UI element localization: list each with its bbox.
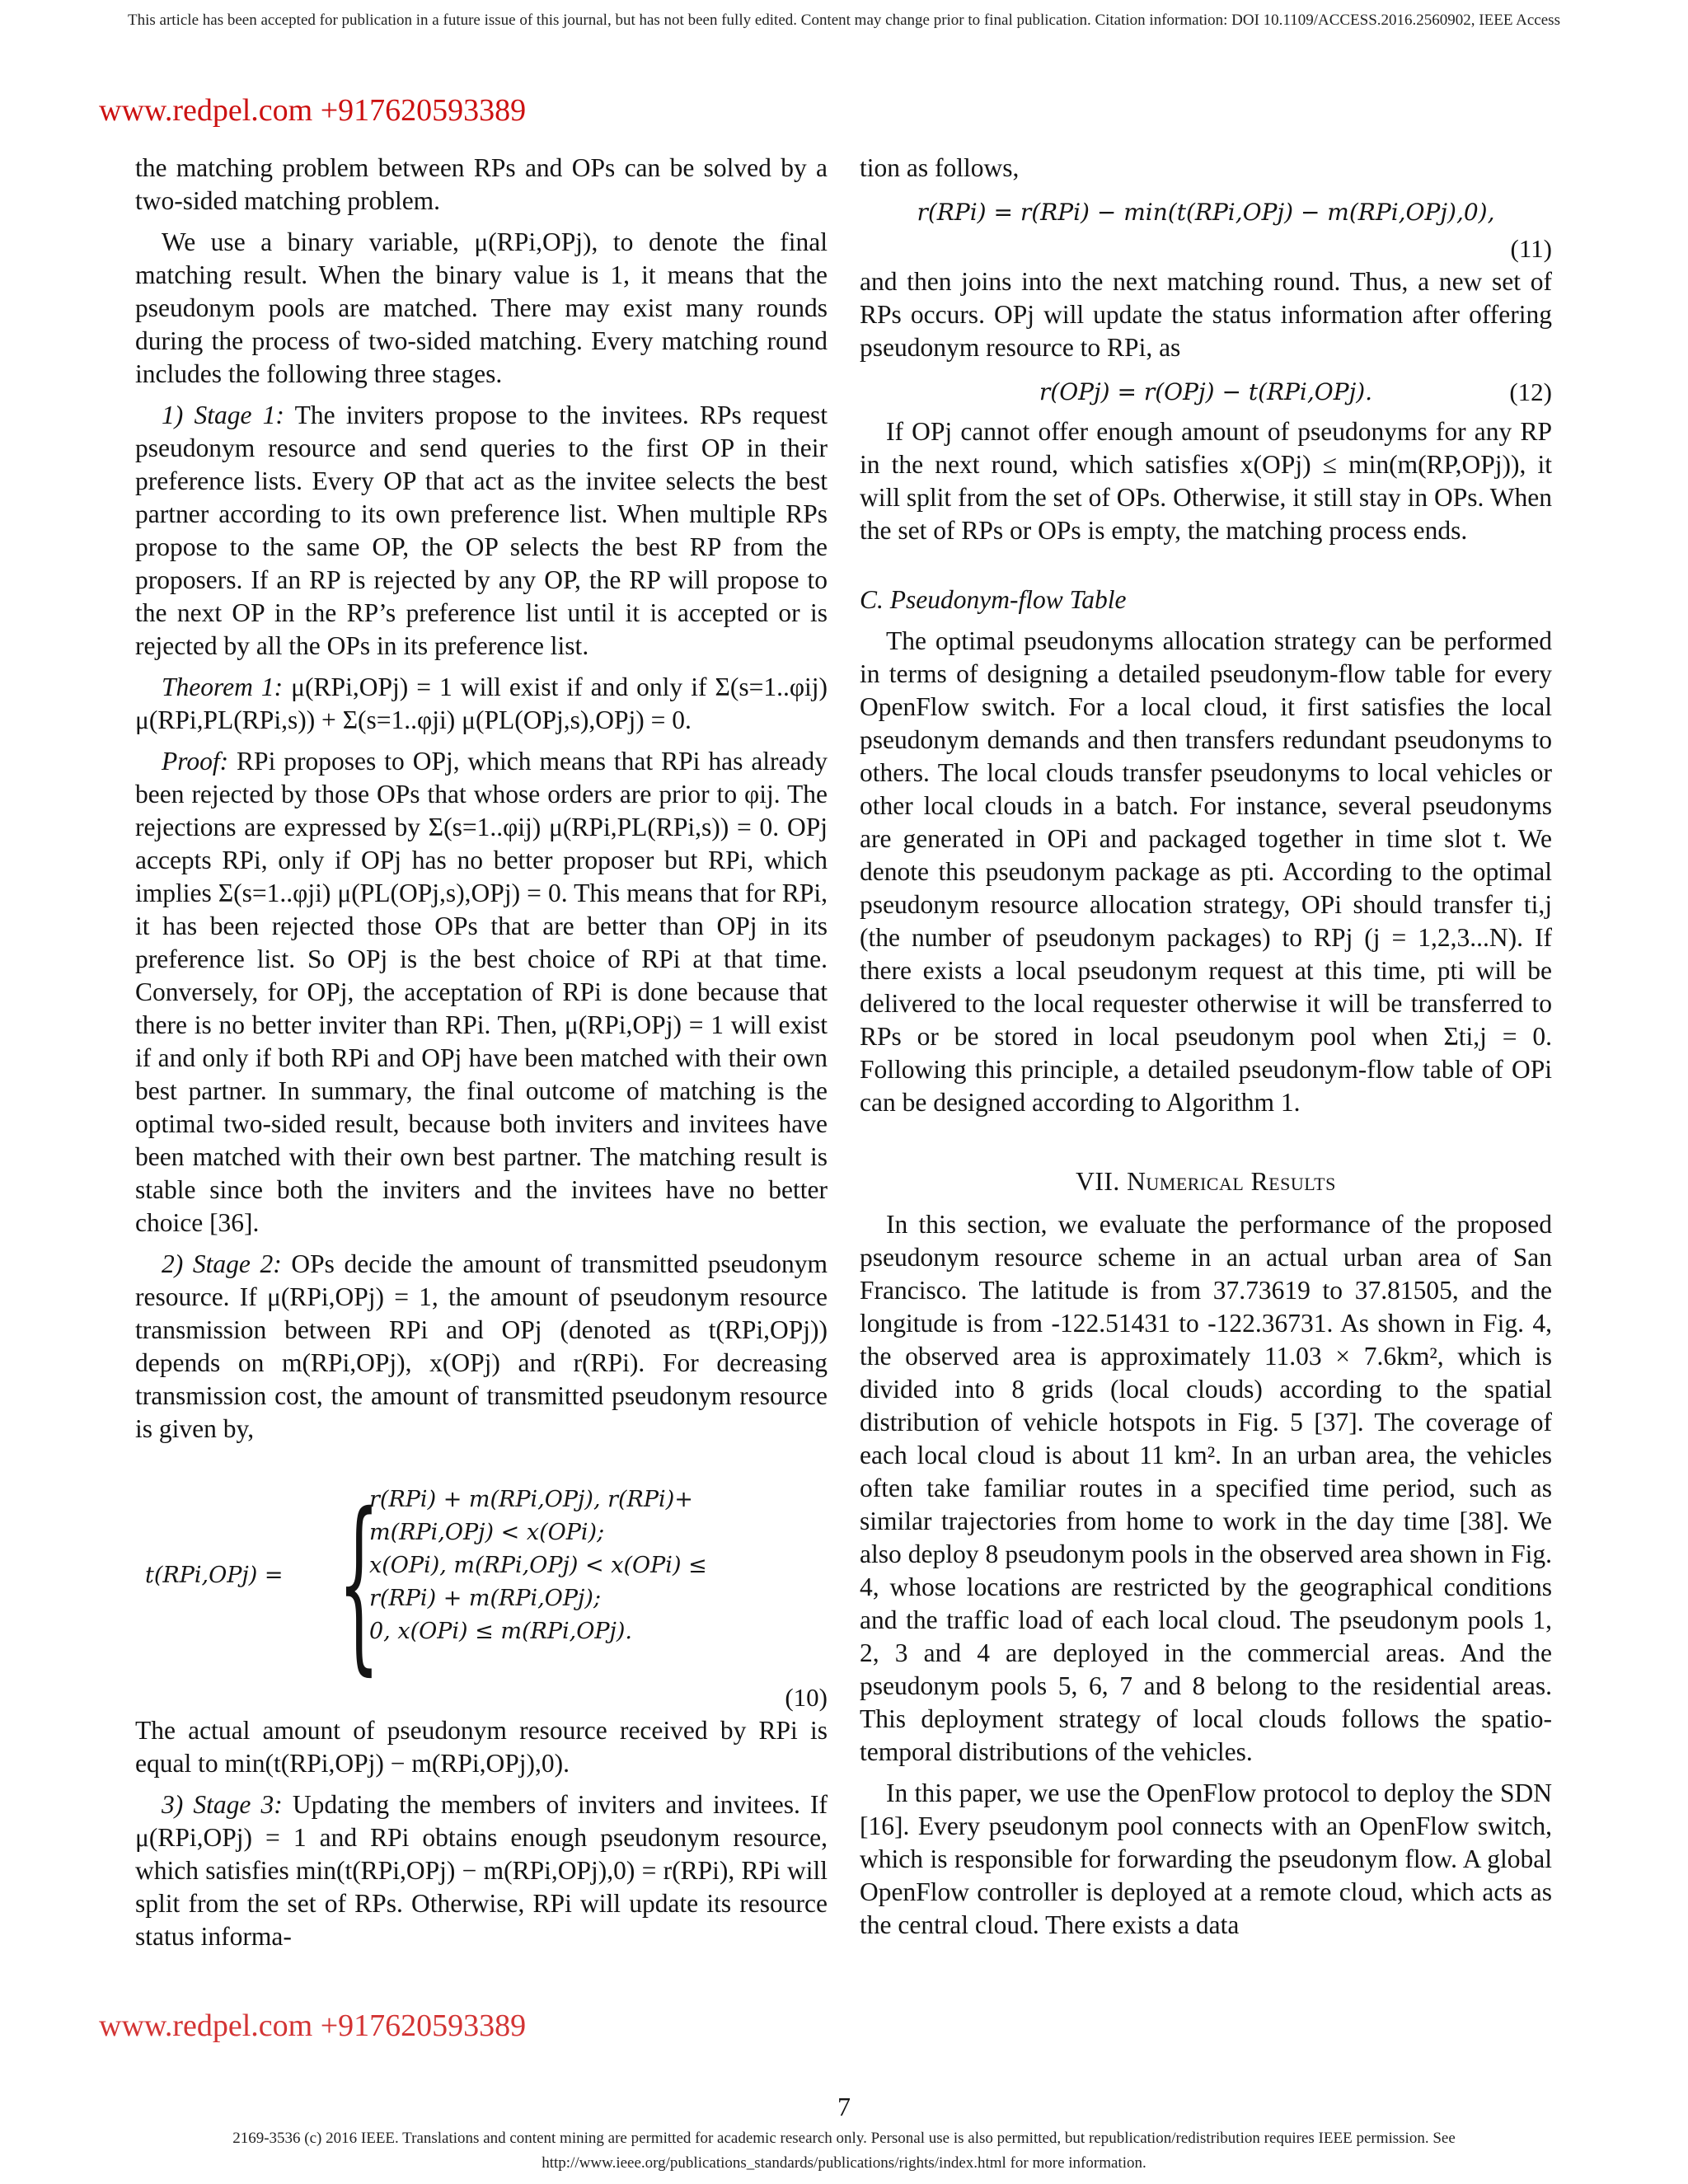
left-paragraph-2: We use a binary variable, μ(RPi,OPj), to denote the final matching result. When the binary value is 1, it means that the pseudonym pools are matched. There may exist many rounds during the process of two-sided matching. Every matching round includes the following three stages. bbox=[135, 227, 828, 388]
equation-10-line: r(RPi) + m(RPi,OPj); bbox=[369, 1586, 602, 1611]
equation-11 bbox=[860, 196, 1552, 229]
equation-10-line: x(OPi), m(RPi,OPj) < x(OPi) ≤ bbox=[369, 1553, 707, 1578]
equation-10-cases bbox=[369, 1483, 707, 1648]
page-number: 7 bbox=[837, 2092, 851, 2121]
theorem-label: Theorem 1: bbox=[162, 673, 284, 701]
equation-11-body: r(RPi) = r(RPi) − min(t(RPi,OPj) − m(RPi,OPj),0), bbox=[917, 199, 1495, 226]
equation-10-lhs: t(RPi,OPj) = bbox=[145, 1563, 284, 1588]
stage1-label: 1) Stage 1: bbox=[162, 401, 284, 429]
right-paragraph-3: If OPj cannot offer enough amount of pseudonyms for any RP in the next round, which satisfies x(OPj) ≤ min(m(RP,OPj)), it will split from the set of OPs. Otherwise, it still stay in OPs. When the set of RPs or OPs is empty, the matching process ends. bbox=[860, 417, 1552, 545]
equation-12-number: (12) bbox=[1509, 377, 1552, 406]
right-paragraph-6: In this paper, we use the OpenFlow protocol to deploy the SDN [16]. Every pseudonym pool connects with an OpenFlow switch, which is responsible for forwarding the pseudonym flow. A global OpenFlow controller is deployed at a remote cloud, which acts as the central cloud. There exists a data bbox=[860, 1779, 1552, 1939]
right-paragraph-4: The optimal pseudonyms allocation strategy can be performed in terms of designing a detailed pseudonym-flow table for every OpenFlow switch. For a local cloud, it first satisfies the local pseudonym demands and then transfers redundant pseudonyms to others. The local clouds transfer pseudonyms to local vehicles or other local clouds in a batch. For instance, several pseudonyms are generated in OPi and packaged together in time slot t. We denote this pseudonym package as pti. According to the optimal pseudonym resource allocation strategy, OPi should transfer ti,j (the number of pseudonym packages) to RPj (j = 1,2,3...N). If there exists a local pseudonym request at this time, pti will be delivered to the local requester otherwise it will be transferred to RPs or be stored in local pseudonym pool when Σti,j = 0. Following this principle, a detailed pseudonym-flow table of OPi can be designed according to Algorithm 1. bbox=[860, 626, 1552, 1117]
left-column bbox=[135, 152, 828, 1961]
section-vii-number: VII. bbox=[1076, 1167, 1120, 1196]
right-paragraph-1: tion as follows, bbox=[860, 153, 1020, 182]
equation-10-line: r(RPi) + m(RPi,OPj), r(RPi)+ bbox=[369, 1487, 693, 1512]
stage2-text: OPs decide the amount of transmitted pseudonym resource. If μ(RPi,OPj) = 1, the amount of pseudonym resource transmission between RPi and OPj (denoted as t(RPi,OPj)) depends on m(RPi,OPj), x(OPj) and r(RPi). For decreasing transmission cost, the amount of transmitted pseudonym resource is given by, bbox=[135, 1249, 828, 1443]
section-vii-heading bbox=[860, 1165, 1552, 1198]
stage1-text: The inviters propose to the invitees. RPs request pseudonym resource and send queries to the first OP in their preference lists. Every OP that act as the invitee selects the best partner according to its own preference list. When multiple RPs propose to the same OP, the OP selects the best RP from the proposers. If an RP is rejected by any OP, the RP will propose to the next OP in the RP’s preference list until it is accepted or is rejected by all the OPs in its preference list. bbox=[135, 401, 828, 660]
equation-10 bbox=[135, 1473, 828, 1692]
left-paragraph-1: the matching problem between RPs and OPs can be solved by a two-sided matching problem. bbox=[135, 153, 828, 215]
stage3-paragraph bbox=[135, 1788, 828, 1953]
stage1-paragraph bbox=[135, 399, 828, 663]
equation-10-line: m(RPi,OPj) < x(OPi); bbox=[369, 1520, 605, 1545]
section-vii-title: Numerical Results bbox=[1127, 1167, 1336, 1196]
footer-line-2: http://www.ieee.org/publications_standards/publications/rights/index.html for more information. bbox=[542, 2154, 1146, 2172]
footer-line-1: 2169-3536 (c) 2016 IEEE. Translations and content mining are permitted for academic research only. Personal use is also permitted, but republication/redistribution requires IEEE permission. See bbox=[232, 2130, 1456, 2147]
watermark-bottom: www.redpel.com +917620593389 bbox=[99, 2008, 527, 2043]
stage2-paragraph bbox=[135, 1248, 828, 1446]
proof-label: Proof: bbox=[162, 747, 229, 776]
stage3-text: Updating the members of inviters and invitees. If μ(RPi,OPj) = 1 and RPi obtains enough pseudonym resource, which satisfies min(t(RPi,OPj) − m(RPi,OPj),0) = r(RPi), RPi will split from the set of RPs. Otherwise, RPi will update its resource status informa- bbox=[135, 1790, 828, 1951]
right-paragraph-5: In this section, we evaluate the performance of the proposed pseudonym resource scheme in an actual urban area of San Francisco. The latitude is from 37.73619 to 37.81505, and the longitude is from -122.51431 to -122.36731. As shown in Fig. 4, the observed area is approximately 11.03 × 7.6km², which is divided into 8 grids (local clouds) according to the spatial distribution of vehicle hotspots in Fig. 5 [37]. The coverage of each local cloud is about 11 km². In an urban area, the vehicles often take familiar routes in a specified time period, such as similar trajectories from home to work in the day time [38]. We also deploy 8 pseudonym pools in the observed area shown in Fig. 4, whose locations are restricted by the geographical conditions and the traffic load of each local cloud. The pseudonym pools 1, 2, 3 and 4 are deployed in the commercial areas. And the pseudonym pools 5, 6, 7 and 8 belong to the residential areas. This deployment strategy of local clouds follows the spatio-temporal distributions of the vehicles. bbox=[860, 1210, 1552, 1766]
proof-text: RPi proposes to OPj, which means that RPi has already been rejected by those OPs that whose orders are prior to φij. The rejections are expressed by Σ(s=1..φij) μ(RPi,PL(RPi,s)) = 0. OPj accepts RPi, only if OPj has no better proposer but RPi, which implies Σ(s=1..φji) μ(PL(OPj,s),OPj) = 0. This means that for RPi, it has been rejected those OPs that are better than OPj in its preference list. So OPj is the best choice of RPi at that time. Conversely, for OPj, the acceptation of RPi is done because that there is no better inviter than RPi. Then, μ(RPi,OPj) = 1 will exist if and only if both RPi and OPj have been matched with their own best partner. In summary, the final outcome of matching is the optimal two-sided result, because both inviters and invitees have been matched with their own best partner. The matching result is stable since both the inviters and the invitees have no better choice [36]. bbox=[135, 747, 828, 1237]
right-paragraph-2: and then joins into the next matching round. Thus, a new set of RPs occurs. OPj will update the status information after offering pseudonym resource to RPi, as bbox=[860, 267, 1552, 362]
equation-12 bbox=[860, 376, 1552, 409]
equation-10-number: (10) bbox=[785, 1683, 828, 1712]
theorem-text: μ(RPi,OPj) = 1 will exist if and only if Σ(s=1..φij) μ(RPi,PL(RPi,s)) + Σ(s=1..φji) μ(PL(OPj,s),OPj) = 0. bbox=[135, 673, 828, 734]
article-status-header: This article has been accepted for publication in a future issue of this journal, but has not been fully edited. Content may change prior to final publication. Citation information: DOI 10.1109/ACCESS.2016.2560902, IEEE Access bbox=[128, 12, 1560, 29]
watermark-top: www.redpel.com +917620593389 bbox=[99, 93, 527, 128]
equation-10-line: 0, x(OPi) ≤ m(RPi,OPj). bbox=[369, 1619, 633, 1644]
equation-11-number: (11) bbox=[1510, 234, 1552, 263]
copyright-footer bbox=[124, 2126, 1564, 2176]
proof-paragraph bbox=[135, 745, 828, 1240]
stage3-label: 3) Stage 3: bbox=[162, 1790, 283, 1819]
right-column bbox=[860, 152, 1552, 1950]
equation-12-body: r(OPj) = r(OPj) − t(RPi,OPj). bbox=[1039, 378, 1373, 405]
equation-10-brace: { bbox=[338, 1473, 380, 1692]
paragraph-after-eq10: The actual amount of pseudonym resource received by RPi is equal to min(t(RPi,OPj) − m(RPi,OPj),0). bbox=[135, 1716, 828, 1778]
stage2-label: 2) Stage 2: bbox=[162, 1249, 282, 1278]
subsection-c-title: C. Pseudonym-flow Table bbox=[860, 585, 1127, 614]
theorem-paragraph bbox=[135, 671, 828, 737]
